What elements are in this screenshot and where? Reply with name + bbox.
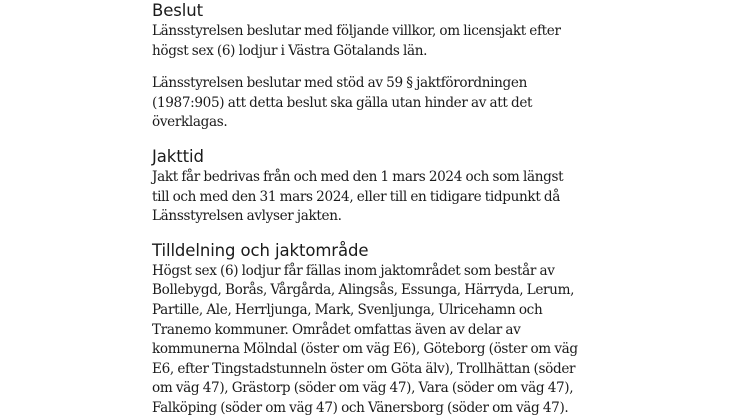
text-line: Länsstyrelsen beslutar med följande villkor, om licensjakt efter — [152, 23, 561, 39]
text-line: Tranemo kommuner. Området omfattas även av delar av — [152, 321, 521, 338]
text-line: till och med den 31 mars 2024, eller till en tidigare tidpunkt då — [152, 188, 561, 205]
paragraph — [152, 74, 612, 133]
text-line: högst sex (6) lodjur i Västra Götalands län. — [152, 42, 428, 59]
text-line: Bollebygd, Borås, Vårgårda, Alingsås, Essunga, Härryda, Lerum, — [152, 282, 575, 299]
paragraph — [152, 262, 612, 419]
paragraph — [152, 22, 612, 61]
document-page — [152, 0, 612, 419]
text-line: Falköping (söder om väg 47) och Vänersborg (söder om väg 47). — [152, 399, 569, 416]
text-line: kommunerna Mölndal (öster om väg E6), Göteborg (öster om väg — [152, 341, 578, 358]
section-tilldelning — [152, 240, 612, 419]
section-heading: Beslut — [152, 1, 203, 20]
text-line: Länsstyrelsen avlyser jakten. — [152, 208, 342, 225]
text-line: överklagas. — [152, 114, 228, 131]
text-line: om väg 47), Grästorp (söder om väg 47), Vara (söder om väg 47), — [152, 380, 574, 397]
paragraph — [152, 168, 612, 227]
text-line: Partille, Ale, Herrljunga, Mark, Svenljunga, Ulricehamn och — [152, 301, 543, 318]
section-heading: Tilldelning och jaktområde — [152, 240, 369, 260]
section-heading: Jakttid — [152, 146, 204, 166]
text-line: Länsstyrelsen beslutar med stöd av 59 § jaktförordningen — [152, 75, 528, 92]
text-line: E6, efter Tingstadstunneln öster om Göta älv), Trollhättan (söder — [152, 360, 576, 377]
text-line: (1987:905) att detta beslut ska gälla utan hinder av att det — [152, 94, 533, 111]
section-jakttid — [152, 146, 612, 227]
text-line: Högst sex (6) lodjur får fällas inom jaktområdet som består av — [152, 262, 555, 279]
text-line: Jakt får bedrivas från och med den 1 mars 2024 och som längst — [152, 168, 564, 185]
section-beslut — [152, 0, 612, 133]
